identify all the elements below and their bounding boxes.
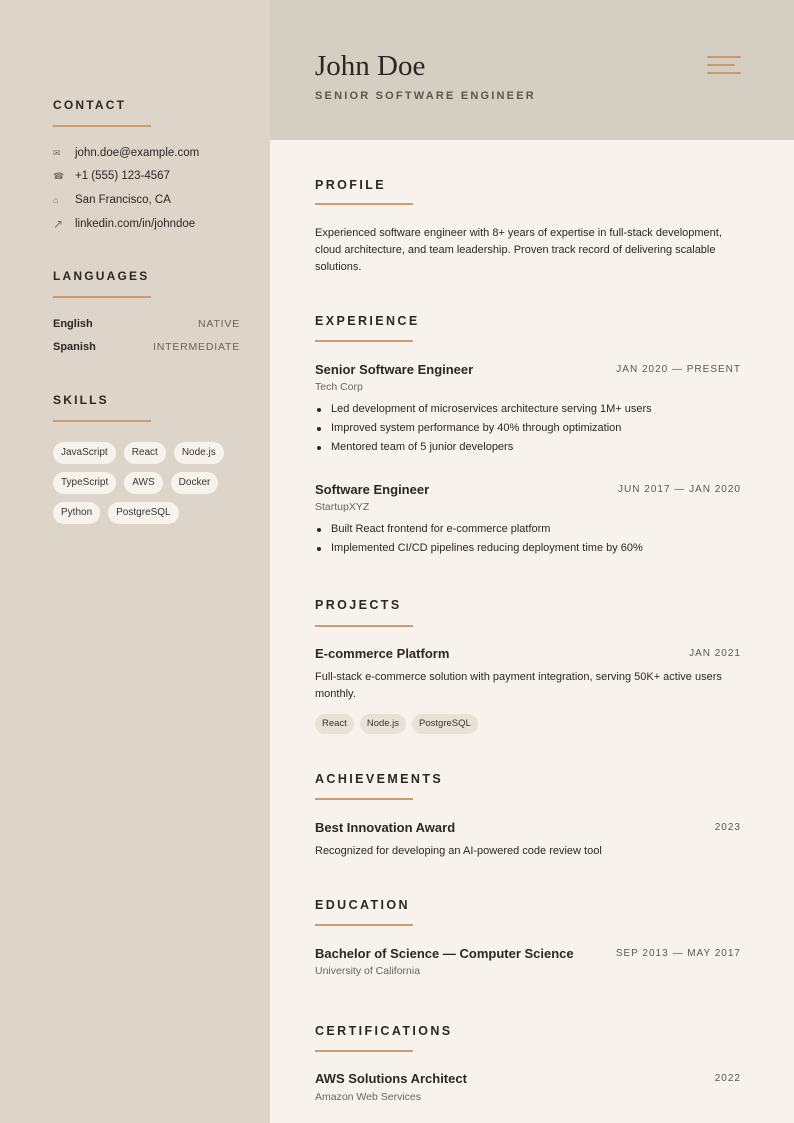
phone-icon: ☎ <box>53 170 65 181</box>
languages-divider <box>53 296 151 298</box>
achievement-title: Best Innovation Award <box>315 820 456 835</box>
skill-chip: React <box>124 442 166 464</box>
list-item: Mentored team of 5 junior developers <box>315 438 652 457</box>
tech-tag: PostgreSQL <box>412 714 478 734</box>
list-item: Built React frontend for e-commerce platform <box>315 520 643 539</box>
projects-divider <box>315 625 413 627</box>
achievements-heading: ACHIEVEMENTS <box>315 772 444 786</box>
certification-title: AWS Solutions Architect <box>315 1071 467 1086</box>
contact-heading: CONTACT <box>53 98 127 112</box>
profile-heading: PROFILE <box>315 178 386 192</box>
project-description: Full-stack e-commerce solution with payment integration, serving 50K+ active users monthly. <box>315 671 722 700</box>
contact-location <box>53 194 171 206</box>
experience-company: StartupXYZ <box>315 501 370 513</box>
contact-divider <box>53 125 151 127</box>
experience-company: Tech Corp <box>315 381 363 393</box>
contact-phone-text: +1 (555) 123-4567 <box>75 170 170 182</box>
contact-linkedin[interactable] <box>53 217 195 231</box>
experience-heading: EXPERIENCE <box>315 314 420 328</box>
profile-text: Experienced software engineer with 8+ years of expertise in full-stack development, cloud architecture, and team leadership. Proven track record of delivering scalable solutions. <box>315 227 722 273</box>
tech-tag: Node.js <box>360 714 406 734</box>
project-tags <box>315 714 478 734</box>
experience-divider <box>315 340 413 342</box>
skill-chip: AWS <box>124 472 162 494</box>
education-divider <box>315 924 413 926</box>
list-item: Improved system performance by 40% through optimization <box>315 419 652 438</box>
skills-list <box>53 442 243 524</box>
home-icon: ⌂ <box>53 195 59 205</box>
mail-icon: ✉ <box>53 147 61 158</box>
language-name: English <box>53 318 93 330</box>
skills-heading: SKILLS <box>53 393 109 407</box>
certification-issuer: Amazon Web Services <box>315 1091 422 1103</box>
certifications-heading: CERTIFICATIONS <box>315 1024 453 1038</box>
education-title: Bachelor of Science — Computer Science <box>315 946 574 961</box>
skill-chip: Python <box>53 502 100 524</box>
link-arrow-icon: ↗ <box>53 217 64 231</box>
skills-divider <box>53 420 151 422</box>
achievements-divider <box>315 798 413 800</box>
achievement-date: 2023 <box>714 822 741 833</box>
skill-chip: TypeScript <box>53 472 116 494</box>
skill-chip: PostgreSQL <box>108 502 178 524</box>
education-school: University of California <box>315 965 421 977</box>
contact-email[interactable] <box>53 147 199 159</box>
skill-chip: Docker <box>171 472 219 494</box>
project-date: JAN 2021 <box>689 648 741 659</box>
main-content <box>270 140 794 1123</box>
tech-tag: React <box>315 714 354 734</box>
experience-title: Software Engineer <box>315 482 430 497</box>
experience-date: JUN 2017 — JAN 2020 <box>618 484 741 495</box>
language-row <box>53 341 240 353</box>
certification-date: 2022 <box>714 1073 741 1084</box>
experience-date: JAN 2020 — PRESENT <box>616 364 741 375</box>
profile-divider <box>315 203 413 205</box>
menu-lines-icon <box>707 56 741 76</box>
language-level: NATIVE <box>198 318 240 330</box>
project-title: E-commerce Platform <box>315 646 450 661</box>
skill-chip: JavaScript <box>53 442 116 464</box>
job-title: SENIOR SOFTWARE ENGINEER <box>315 90 536 102</box>
experience-bullets <box>315 520 643 558</box>
contact-email-text: john.doe@example.com <box>75 147 200 159</box>
experience-title: Senior Software Engineer <box>315 362 474 377</box>
resume-header <box>270 0 794 140</box>
list-item: Implemented CI/CD pipelines reducing deployment time by 60% <box>315 539 643 558</box>
language-row <box>53 318 240 330</box>
sidebar <box>0 0 270 1123</box>
contact-phone[interactable] <box>53 170 170 182</box>
person-name: John Doe <box>315 50 426 82</box>
languages-heading: LANGUAGES <box>53 269 150 283</box>
achievement-description: Recognized for developing an AI-powered code review tool <box>315 845 602 857</box>
education-heading: EDUCATION <box>315 898 410 912</box>
language-level: INTERMEDIATE <box>153 341 240 353</box>
skill-chip: Node.js <box>174 442 224 464</box>
certifications-divider <box>315 1050 413 1052</box>
education-date: SEP 2013 — MAY 2017 <box>615 948 741 959</box>
experience-bullets <box>315 400 652 457</box>
projects-heading: PROJECTS <box>315 598 402 612</box>
list-item: Led development of microservices architecture serving 1M+ users <box>315 400 652 419</box>
contact-linkedin-text: linkedin.com/in/johndoe <box>75 218 196 230</box>
contact-location-text: San Francisco, CA <box>75 194 171 206</box>
language-name: Spanish <box>53 341 96 353</box>
